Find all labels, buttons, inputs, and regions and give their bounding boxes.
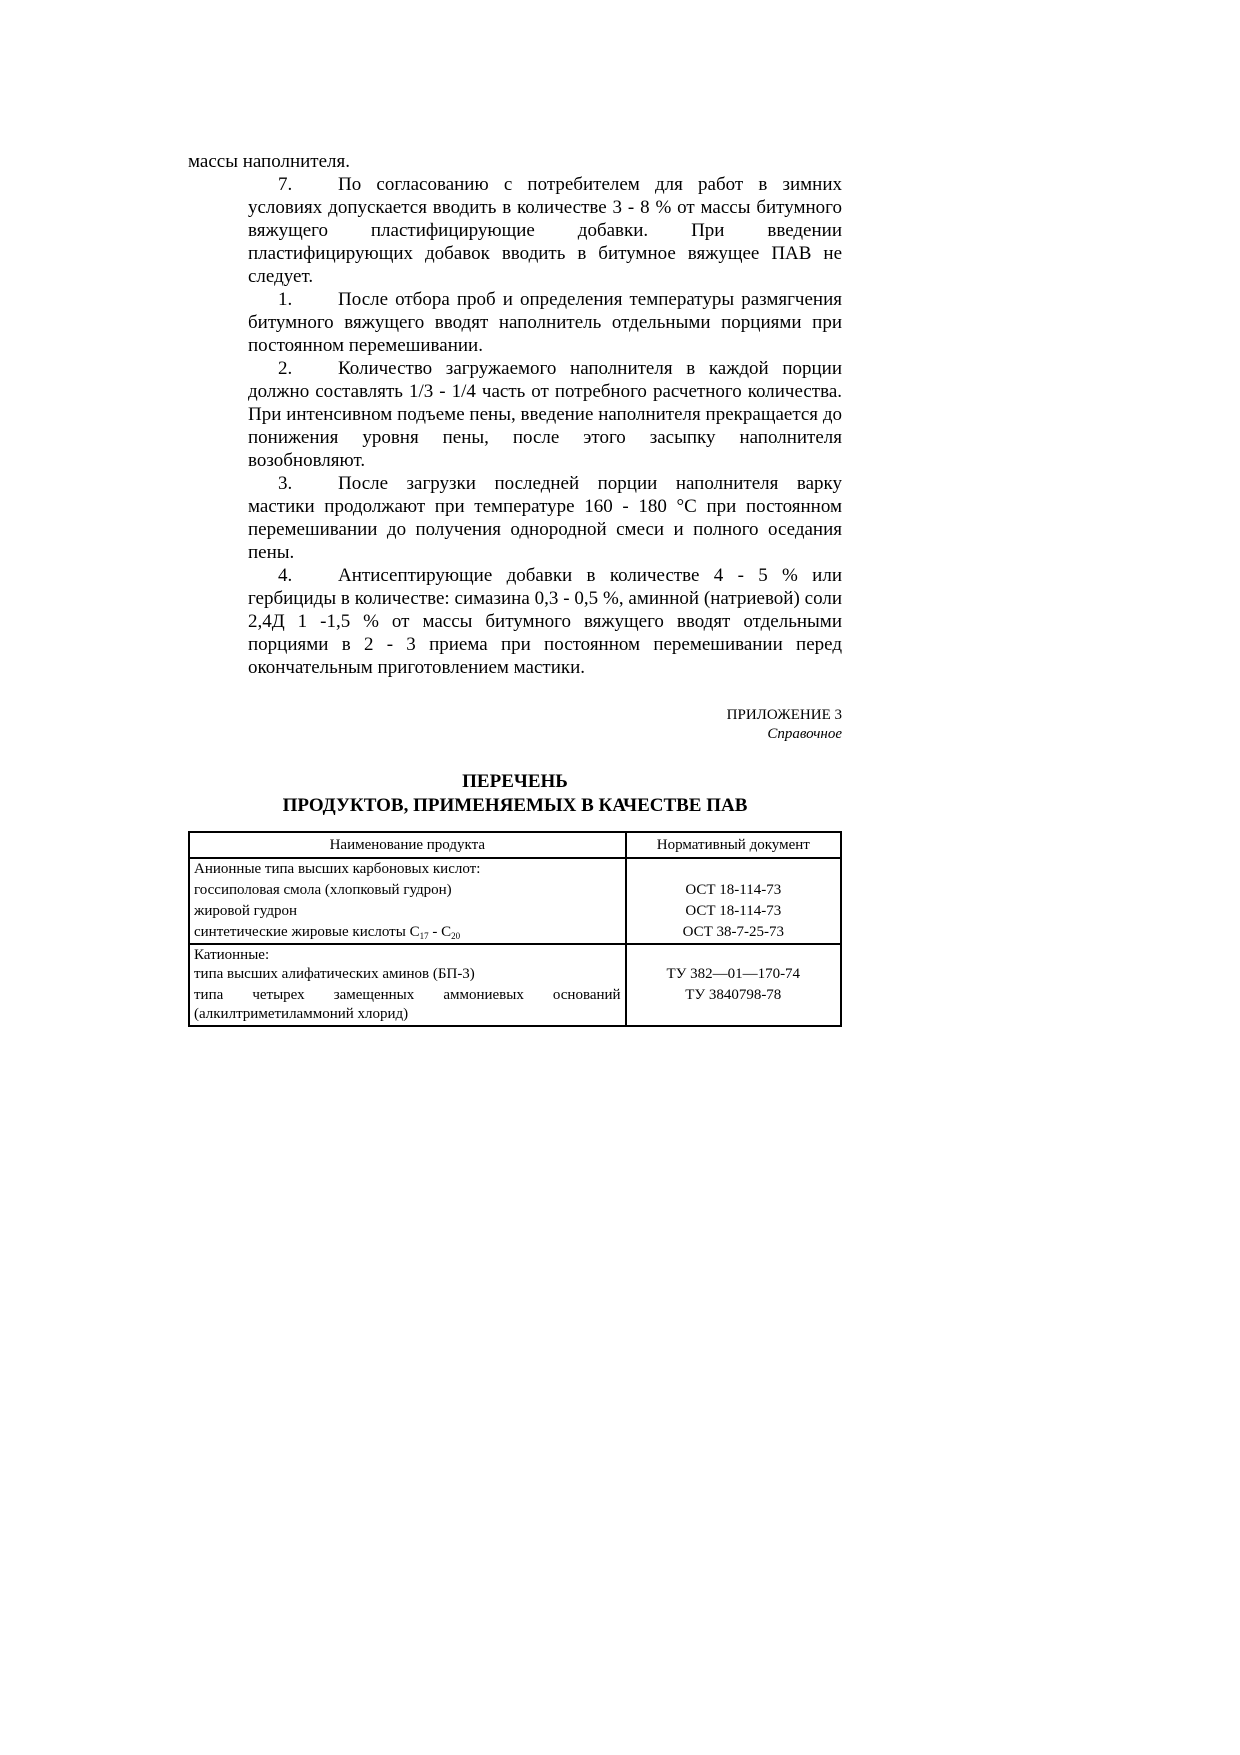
item-number: 2. [278,358,293,379]
product-doc [626,944,841,985]
product-doc: ОСТ 38-7-25-73 [626,922,841,944]
table-row [189,944,841,985]
item-number: 3. [278,473,293,494]
item-number: 4. [278,565,293,586]
item-text: Количество загружаемого наполнителя в каждой порции должно составлять 1/3 - 1/4 часть от потребного расчетного количества. При интенсивном подъеме пены, введение наполнителя прекращается до понижения уровня пены, после этого засыпку наполнителя возобновляют. [248,358,842,471]
numbered-paragraphs [248,173,842,679]
product-name [189,922,626,944]
table-row [189,985,841,1026]
doc-cell-empty [626,858,841,880]
appendix-label [600,706,842,744]
table-row [189,880,841,901]
product-doc-text: ТУ 382—01—170-74 [666,966,801,982]
product-doc: ОСТ 18-114-73 [626,901,841,922]
item-text: По согласованию с потребителем для работ в зимних условиях допускается вводить в количестве 3 - 8 % от массы битумного вяжущего пластифицирующие добавки. При введении пластифицирующих добавок вводить в битумное вяжущее ПАВ не следует. [248,174,842,287]
heading-line-1: ПЕРЕЧЕНЬ [462,771,568,792]
product-name: жировой гудрон [189,901,626,922]
acid-separator: - С [428,924,452,940]
item-text: После отбора проб и определения температуры размягчения битумного вяжущего вводят наполнитель отдельными порциями при постоянном перемешивании. [248,289,842,356]
header-product-name: Наименование продукта [189,832,626,858]
appendix-title: ПРИЛОЖЕНИЕ 3 [726,707,842,723]
product-name-text: типа высших алифатических аминов (БП-3) [194,966,475,982]
paragraph-item [248,472,842,564]
acid-name-prefix: синтетические жировые кислоты С [194,924,420,940]
acid-subscript-1: 17 [419,931,429,941]
appendix-subtitle: Справочное [767,726,842,742]
anionic-group [189,858,841,944]
product-doc: ОСТ 18-114-73 [626,880,841,901]
product-name: госсиполовая смола (хлопковый гудрон) [189,880,626,901]
product-name-line-1: типа четырех замещенных аммониевых оснований [194,987,621,1003]
product-name-line-2: (алкилтриметиламмоний хлорид) [194,1006,409,1022]
header-normative-doc: Нормативный документ [626,832,841,858]
lead-text: массы наполнителя. [188,151,351,172]
item-number: 1. [278,289,293,310]
paragraph-item [248,288,842,357]
product-name [189,985,626,1026]
item-text: После загрузки последней порции наполнителя варку мастики продолжают при температуре 160 - 180 °С при постоянном перемешивании до получения однородной смеси и полного оседания пены. [248,473,842,563]
paragraph-item [248,173,842,288]
item-text: Антисептирующие добавки в количестве 4 - 5 % или гербициды в количестве: симазина 0,3 - 0,5 %, аминной (натриевой) соли 2,4Д 1 -1,5 % от массы битумного вяжущего вводят отдельными порциями в 2 - 3 приема при постоянном перемешивании перед окончательным приготовлением мастики. [248,565,842,678]
table-row [189,858,841,880]
paragraph-item [248,564,842,679]
group-title: Катионные: [194,947,270,963]
table-row [189,901,841,922]
table-header-row [189,832,841,858]
table-row [189,922,841,944]
heading-line-2: ПРОДУКТОВ, ПРИМЕНЯЕМЫХ В КАЧЕСТВЕ ПАВ [282,795,748,816]
acid-subscript-2: 20 [451,931,461,941]
product-doc: ТУ 3840798-78 [626,985,841,1026]
section-heading [188,770,842,818]
cationic-group [189,944,841,1026]
item-number: 7. [278,174,293,195]
products-table [188,831,842,1027]
paragraph-item [248,357,842,472]
group-title: Анионные типа высших карбоновых кислот: [189,858,626,880]
product-name [189,944,626,985]
